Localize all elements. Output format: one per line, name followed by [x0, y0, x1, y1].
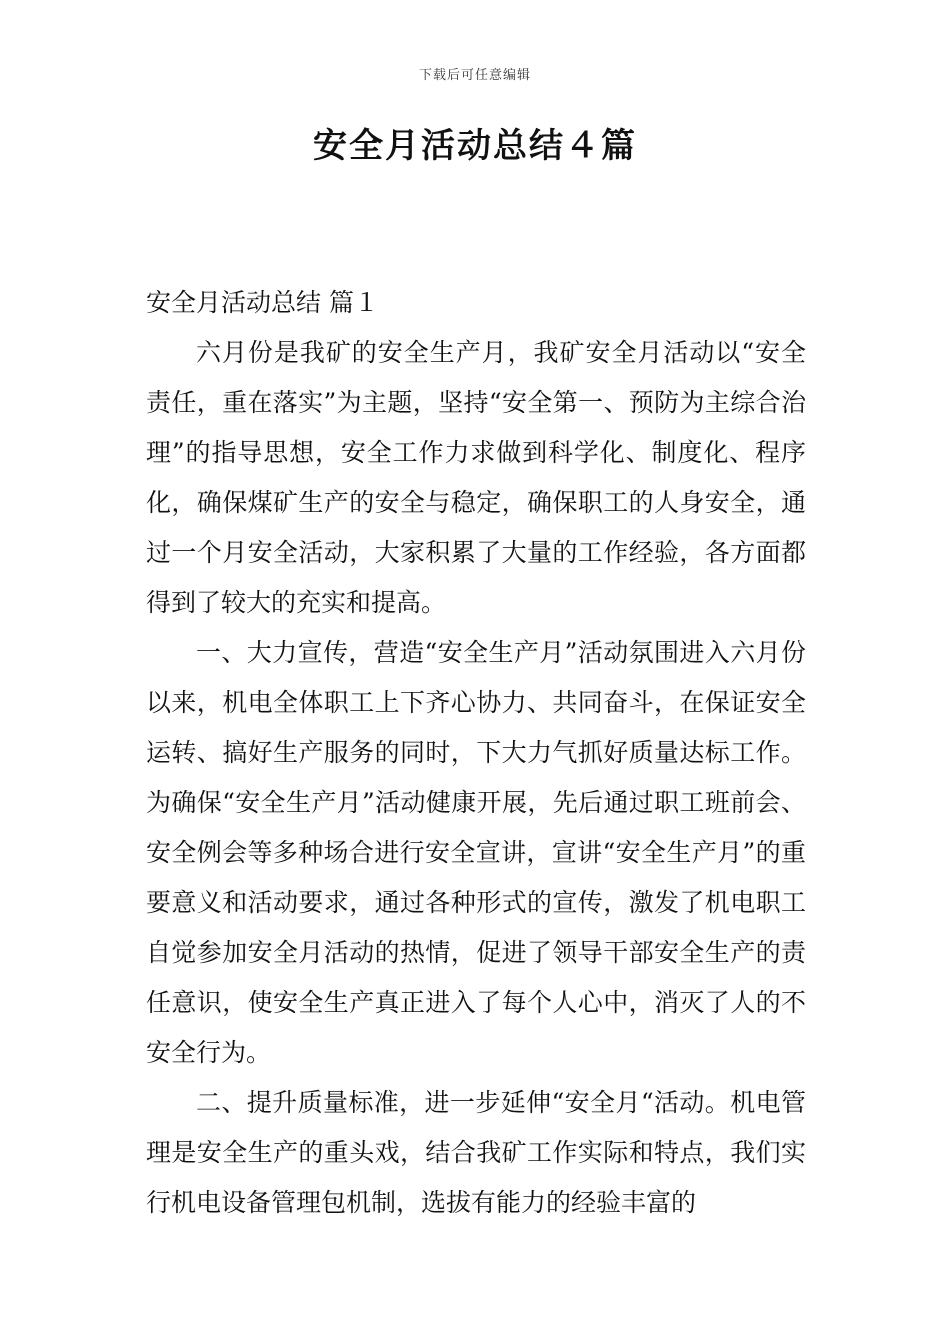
section-heading: 安全月活动总结 篇１ [146, 288, 379, 317]
header-note: 下载后可任意编辑 [418, 68, 531, 83]
document-body [146, 278, 806, 1228]
document-title: 安全月活动总结４篇 [313, 126, 637, 166]
paragraph: 六月份是我矿的安全生产月，我矿安全月活动以“安全责任，重在落实”为主题，坚持“安全第一、预防为主综合治理”的指导思想，安全工作力求做到科学化、制度化、程序化，确保煤矿生产的安全与稳定，确保职工的人身安全，通过一个月安全活动，大家积累了大量的工作经验，各方面都得到了较大的充实和提高。 [146, 338, 806, 617]
paragraph: 一、大力宣传，营造“安全生产月”活动氛围进入六月份以来，机电全体职工上下齐心协力、共同奋斗，在保证安全运转、搞好生产服务的同时，下大力气抓好质量达标工作。为确保“安全生产月”活动健康开展，先后通过职工班前会、安全例会等多种场合进行安全宣讲，宣讲“安全生产月”的重要意义和活动要求，通过各种形式的宣传，激发了机电职工自觉参加安全月活动的热情，促进了领导干部安全生产的责任意识，使安全生产真正进入了每个人心中，消灭了人的不安全行为。 [146, 638, 806, 1067]
paragraph: 二、提升质量标准，进一步延伸“安全月“活动。机电管理是安全生产的重头戏，结合我矿工作实际和特点，我们实行机电设备管理包机制，选拔有能力的经验丰富的 [146, 1088, 806, 1217]
